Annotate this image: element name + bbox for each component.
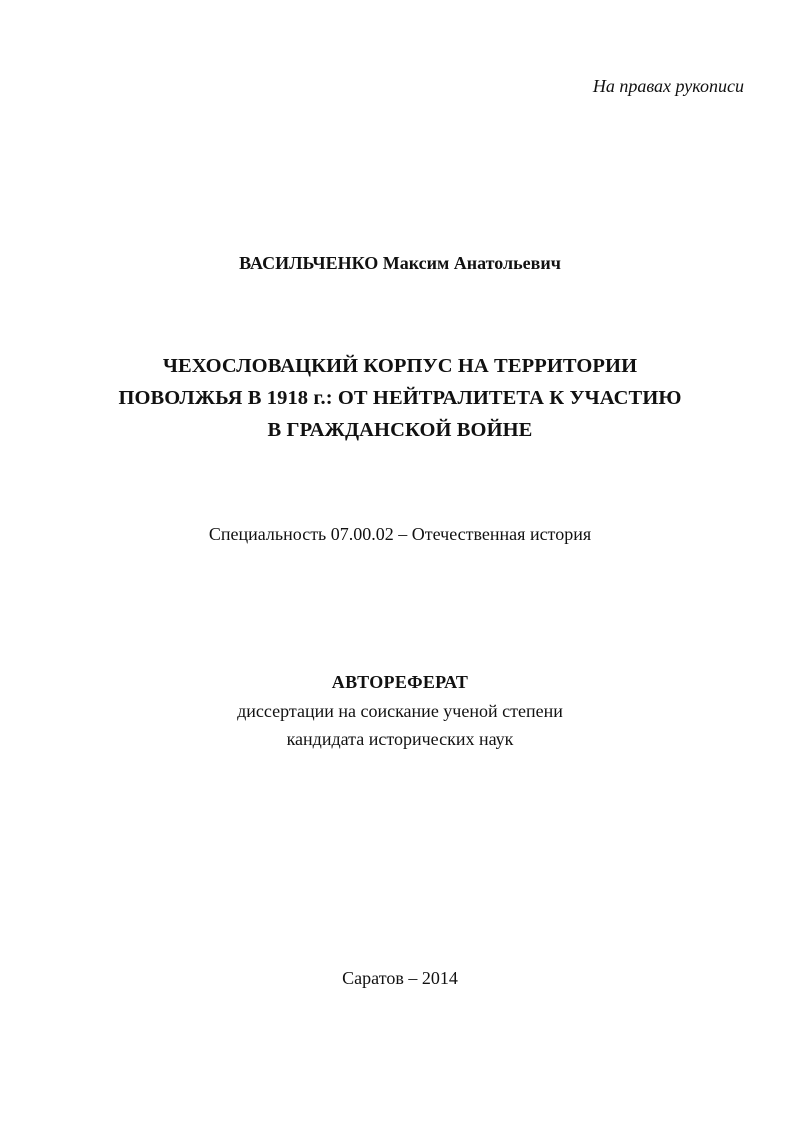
- title-line-2: ПОВОЛЖЬЯ В 1918 г.: ОТ НЕЙТРАЛИТЕТА К УЧАСТИЮ: [118, 387, 682, 409]
- author-surname: ВАСИЛЬЧЕНКО: [239, 253, 379, 273]
- title-line-1: ЧЕХОСЛОВАЦКИЙ КОРПУС НА ТЕРРИТОРИИ: [162, 355, 638, 377]
- document-type-heading: АВТОРЕФЕРАТ: [331, 672, 469, 692]
- rights-note: На правах рукописи: [592, 76, 744, 96]
- author-given-names: Максим Анатольевич: [382, 253, 561, 273]
- specialty: Специальность 07.00.02 – Отечественная история: [208, 524, 592, 544]
- document-type-line-2: кандидата исторических наук: [286, 729, 514, 749]
- place-year: Саратов – 2014: [342, 968, 458, 988]
- author-name: [0, 253, 800, 274]
- document-type-line-1: диссертации на соискание ученой степени: [237, 701, 563, 721]
- title-line-3: В ГРАЖДАНСКОЙ ВОЙНЕ: [267, 419, 533, 441]
